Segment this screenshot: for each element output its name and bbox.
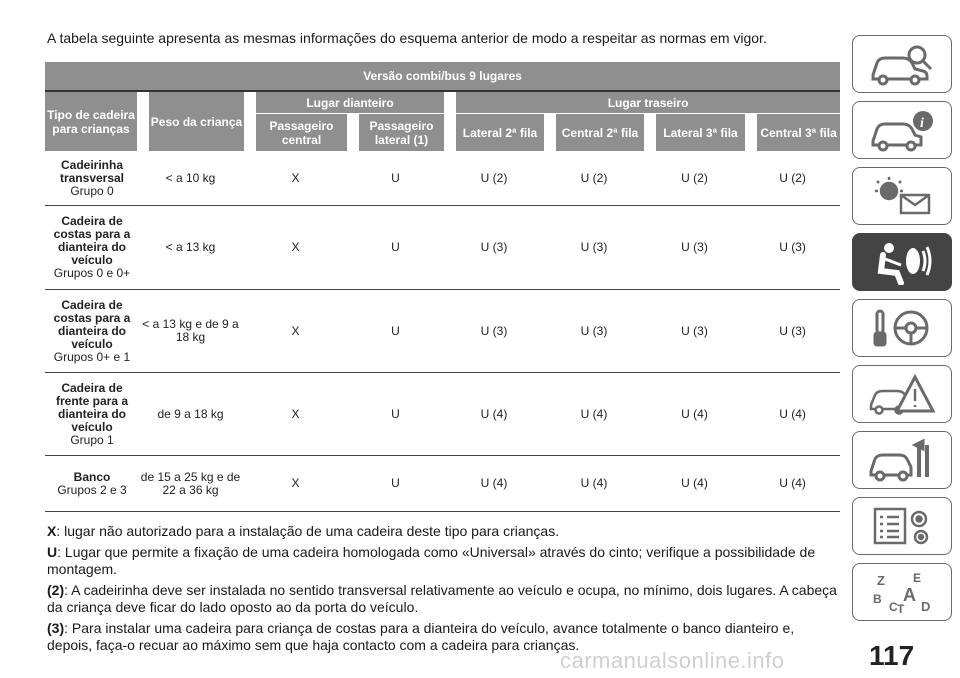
seat-type-name: Cadeira de frente para a dianteira do veículo <box>55 380 129 434</box>
version-header: Versão combi/bus 9 lugares <box>45 62 840 92</box>
weight-cell: < a 13 kg e de 9 a 18 kg <box>137 290 244 373</box>
col-header-central-row-2: Central 2ª fila <box>544 113 644 151</box>
svg-text:Z: Z <box>877 573 885 588</box>
suitability-cell: U (3) <box>444 290 544 373</box>
suitability-cell: U <box>347 290 444 373</box>
suitability-cell: U (4) <box>745 373 840 456</box>
suitability-cell: U (4) <box>444 373 544 456</box>
suitability-cell: U <box>347 456 444 512</box>
suitability-cell: X <box>244 456 347 512</box>
suitability-cell: U (3) <box>644 290 745 373</box>
suitability-cell: U (2) <box>544 151 644 206</box>
col-header-front-seat: Lugar dianteiro <box>244 92 444 113</box>
tab-dashboard[interactable] <box>852 101 952 159</box>
intro-text: A tabela seguinte apresenta as mesmas informações do esquema anterior de modo a respeitar as normas em vigor. <box>47 30 767 46</box>
seat-airbag-icon <box>867 239 937 285</box>
svg-text:i: i <box>920 116 924 131</box>
seat-type-cell <box>45 373 137 456</box>
suitability-cell: X <box>244 151 347 206</box>
page-number: 117 <box>869 640 915 671</box>
car-search-icon <box>867 41 937 87</box>
car-tools-icon <box>867 437 937 483</box>
suitability-cell: U (4) <box>444 456 544 512</box>
warning-lights-message-icon <box>867 173 937 219</box>
suitability-cell: U (4) <box>544 373 644 456</box>
seat-type-cell <box>45 206 137 290</box>
seat-type-group: Grupo 0 <box>70 183 114 198</box>
suitability-cell: U (3) <box>745 290 840 373</box>
suitability-cell: U (2) <box>444 151 544 206</box>
tab-warning-lights[interactable] <box>852 167 952 225</box>
svg-text:D: D <box>921 599 931 614</box>
col-header-passenger-lateral: Passageiro lateral (1) <box>347 113 444 151</box>
svg-text:A: A <box>903 585 916 605</box>
suitability-cell: U (3) <box>644 206 745 290</box>
suitability-cell: U (2) <box>745 151 840 206</box>
suitability-cell: U (4) <box>644 373 745 456</box>
specifications-gears-icon <box>867 503 937 549</box>
note-u: U: Lugar que permite a fixação de uma cadeira homologada como «Universal» através do cinto; verifique a possibilidade de montagem. <box>47 544 816 577</box>
weight-cell: < a 13 kg <box>137 206 244 290</box>
seat-type-group: Grupos 0 e 0+ <box>53 266 131 280</box>
child-seat-table <box>45 62 840 512</box>
suitability-cell: U (2) <box>644 151 745 206</box>
car-info-icon <box>867 107 937 153</box>
col-header-passenger-central: Passageiro central <box>244 113 347 151</box>
suitability-cell: U <box>347 206 444 290</box>
suitability-cell: U (3) <box>745 206 840 290</box>
svg-text:T: T <box>897 602 905 615</box>
suitability-cell: U <box>347 151 444 206</box>
col-header-rear-seat: Lugar traseiro <box>444 92 840 113</box>
col-header-lateral-row-3: Lateral 3ª fila <box>644 113 745 151</box>
tab-emergency[interactable] <box>852 365 952 423</box>
tab-technical-data[interactable] <box>852 497 952 555</box>
legend-notes <box>47 523 837 658</box>
suitability-cell: X <box>244 290 347 373</box>
col-header-lateral-row-2: Lateral 2ª fila <box>444 113 544 151</box>
table-row <box>45 206 840 290</box>
weight-cell: de 15 a 25 kg e de 22 a 36 kg <box>137 456 244 512</box>
chapter-tabs <box>852 35 952 629</box>
suitability-cell: U (3) <box>544 290 644 373</box>
weight-cell: < a 10 kg <box>137 151 244 206</box>
key-steering-wheel-icon <box>867 305 937 351</box>
alphabet-index-icon <box>867 569 937 615</box>
seat-type-name: Cadeirinha transversal <box>59 157 125 185</box>
seat-type-cell <box>45 290 137 373</box>
col-header-seat-type: Tipo de cadeira para crianças <box>45 92 137 151</box>
table-row <box>45 456 840 512</box>
svg-text:E: E <box>913 571 922 585</box>
suitability-cell: X <box>244 373 347 456</box>
table-row <box>45 290 840 373</box>
svg-text:B: B <box>873 592 882 606</box>
seat-type-cell <box>45 456 137 512</box>
suitability-cell: X <box>244 206 347 290</box>
col-header-central-row-3: Central 3ª fila <box>745 113 840 151</box>
weight-cell: de 9 a 18 kg <box>137 373 244 456</box>
seat-type-name: Cadeira de costas para a dianteira do veículo <box>53 297 131 351</box>
note-3: (3): Para instalar uma cadeira para criança de costas para a dianteira do veículo, avance totalmente o banco dianteiro e, depois, faça-o recuar ao máximo sem que haja contacto com a cadeira para crianças. <box>47 620 795 653</box>
suitability-cell: U (4) <box>644 456 745 512</box>
seat-type-cell <box>45 151 137 206</box>
note-x: X: lugar não autorizado para a instalação de uma cadeira deste tipo para crianças. <box>47 523 560 539</box>
table-row <box>45 373 840 456</box>
watermark: carmanualsonline.info <box>560 648 785 673</box>
seat-type-name: Banco <box>73 469 111 484</box>
tab-getting-to-know[interactable] <box>852 35 952 93</box>
seat-type-group: Grupo 1 <box>70 432 114 447</box>
seat-type-group: Grupos 0+ e 1 <box>53 349 131 364</box>
car-warning-triangle-icon <box>867 371 937 417</box>
tab-safety[interactable] <box>852 233 952 291</box>
table-row <box>45 151 840 206</box>
suitability-cell: U (4) <box>544 456 644 512</box>
seat-type-group: Grupos 2 e 3 <box>57 482 127 497</box>
suitability-cell: U (4) <box>745 456 840 512</box>
tab-maintenance[interactable] <box>852 431 952 489</box>
seat-type-name: Cadeira de costas para a dianteira do veículo <box>53 214 131 267</box>
tab-index[interactable] <box>852 563 952 621</box>
suitability-cell: U (3) <box>544 206 644 290</box>
note-2: (2): A cadeirinha deve ser instalada no sentido transversal relativamente ao veículo e ocupa, no mínimo, dois lugares. A cabeça da criança deve ficar do lado oposto ao da porta do veículo. <box>47 582 837 615</box>
suitability-cell: U <box>347 373 444 456</box>
tab-starting-driving[interactable] <box>852 299 952 357</box>
suitability-cell: U (3) <box>444 206 544 290</box>
svg-text:C: C <box>889 600 898 614</box>
col-header-weight: Peso da criança <box>137 92 244 151</box>
